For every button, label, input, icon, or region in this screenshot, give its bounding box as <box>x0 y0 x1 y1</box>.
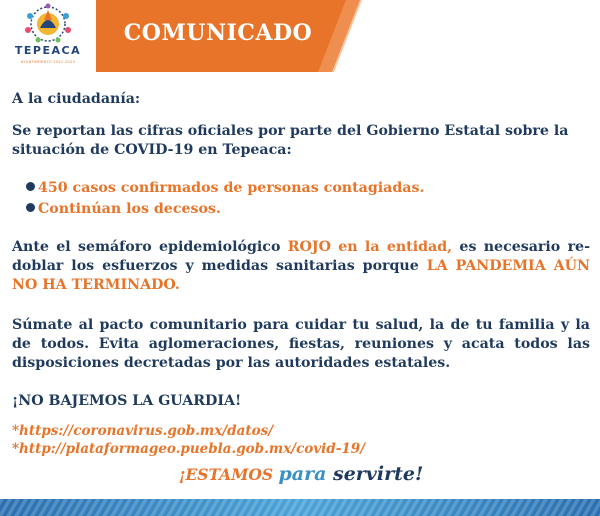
slogan <box>12 465 590 486</box>
greeting: A la ciudadanía: <box>12 91 141 107</box>
link-plataformageo[interactable]: *http://plataformageo.puebla.gob.mx/covid-19/ <box>12 441 366 457</box>
slogan-part3: servirte! <box>333 463 424 485</box>
semaforo-text-a: Ante el semáforo epidemiológico <box>12 239 288 255</box>
logo-subtitle: AYUNTAMIENTO 2021-2024 <box>20 60 76 64</box>
footer-stripe <box>0 499 600 516</box>
bullet-text: Continúan los decesos. <box>38 201 221 217</box>
logo-name: TEPEACA <box>14 44 82 57</box>
page-title: COMUNICADO <box>123 20 313 46</box>
bullet-text: 450 casos confirmados de personas contagiadas. <box>38 180 425 196</box>
slogan-part1: ¡ESTAMOS <box>178 465 279 484</box>
bullet-dot-icon <box>26 182 35 191</box>
slogan-part2: para <box>278 463 334 485</box>
logo <box>0 0 96 72</box>
callout: ¡NO BAJEMOS LA GUARDIA! <box>12 393 242 409</box>
intro-paragraph: Se reportan las cifras oficiales por parte del Gobierno Estatal sobre la situación de COVID-19 en Tepeaca: <box>12 123 569 158</box>
pandemia-warning: LA PANDEMIA AÚN NO HA TERMINADO. <box>12 258 590 293</box>
link-coronavirus[interactable]: *https://coronavirus.gob.mx/datos/ <box>12 423 274 439</box>
bullet-dot-icon <box>26 203 35 212</box>
semaforo-text-c: es necesario re-doblar los esfuerzos y medidas sanitarias porque <box>12 239 590 274</box>
bullet-item <box>26 179 586 198</box>
tepeaca-emblem-icon <box>18 2 78 44</box>
semaforo-rojo: ROJO en la entidad, <box>287 239 453 255</box>
bullet-item <box>26 200 586 219</box>
semaforo-paragraph <box>12 238 590 295</box>
header <box>0 0 600 72</box>
pacto-paragraph: Súmate al pacto comunitario para cuidar tu salud, la de tu familia y la de todos. Evita aglomeraciones, fiestas, reuniones y acata todos las disposiciones decretadas por las autoridades estatales. <box>12 317 590 371</box>
